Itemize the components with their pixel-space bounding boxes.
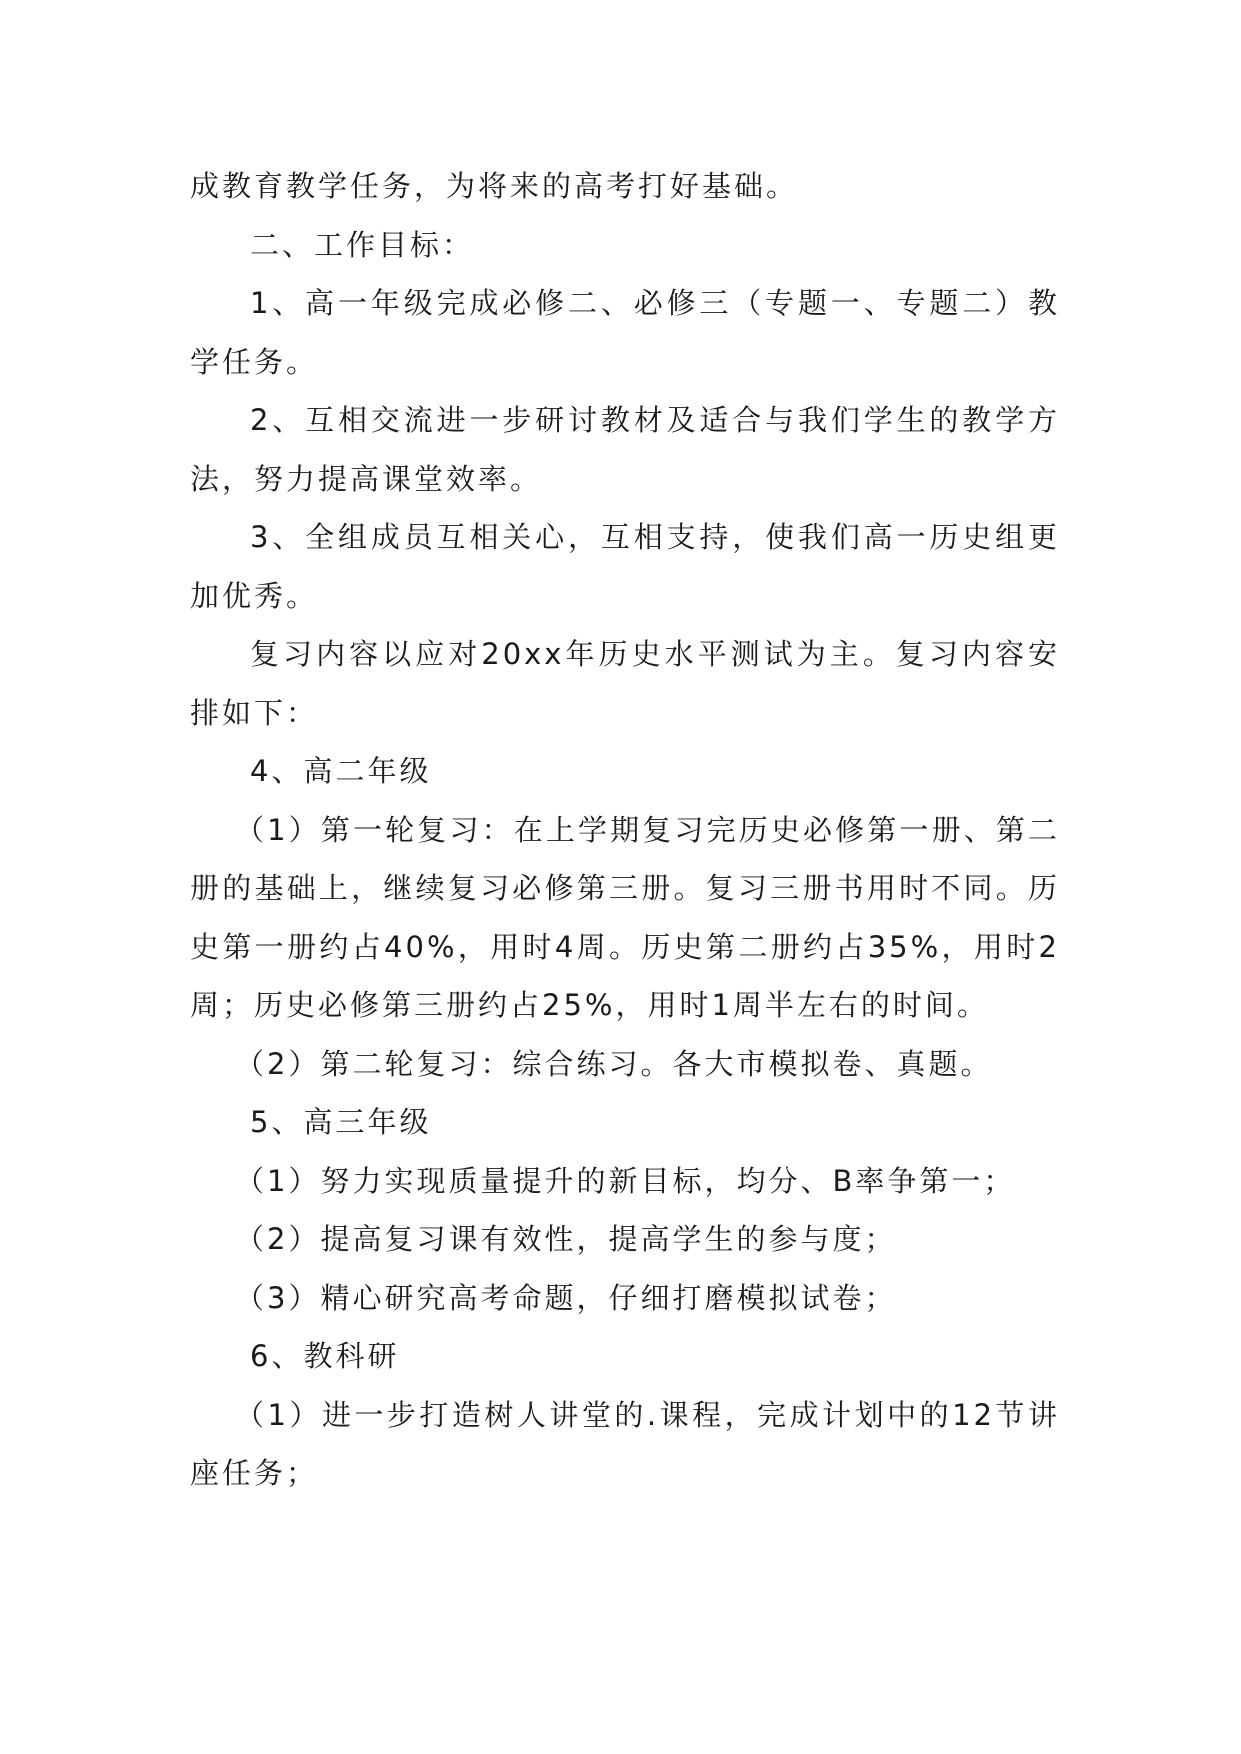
grade-two-heading: 4、高二年级 (250, 754, 432, 788)
document-body (190, 157, 1060, 1503)
review-intro: 复习内容以应对20xx年历史水平测试为主。复习内容安排如下： (190, 637, 1060, 730)
goal-item-1: 1、高一年级完成必修二、必修三（专题一、专题二）教学任务。 (190, 286, 1060, 379)
grade-three-heading: 5、高三年级 (250, 1105, 432, 1139)
grade-two-item-1: （1）第一轮复习：在上学期复习完历史必修第一册、第二册的基础上，继续复习必修第三册。复习三册书用时不同。历史第一册约占40%，用时4周。历史第二册约占35%，用时2周；历史必修第三册约占25%，用时1周半左右的时间。 (190, 812, 1060, 1022)
goal-item-3: 3、全组成员互相关心，互相支持，使我们高一历史组更加优秀。 (190, 520, 1060, 613)
grade-three-item-1: （1）努力实现质量提升的新目标，均分、B率争第一； (235, 1163, 1016, 1198)
research-item-1: （1）进一步打造树人讲堂的.课程，完成计划中的12节讲座任务； (190, 1397, 1060, 1490)
paragraph-continuation: 成教育教学任务，为将来的高考打好基础。 (190, 169, 799, 203)
section-heading-goals: 二、工作目标： (250, 227, 475, 262)
grade-three-item-2: （2）提高复习课有效性，提高学生的参与度； (235, 1222, 897, 1256)
grade-two-item-2: （2）第二轮复习：综合练习。各大市模拟卷、真题。 (235, 1046, 993, 1081)
research-heading: 6、教科研 (250, 1339, 400, 1373)
goal-item-2: 2、互相交流进一步研讨教材及适合与我们学生的教学方法，努力提高课堂效率。 (190, 403, 1060, 496)
grade-three-item-3: （3）精心研究高考命题，仔细打磨模拟试卷； (235, 1280, 897, 1315)
